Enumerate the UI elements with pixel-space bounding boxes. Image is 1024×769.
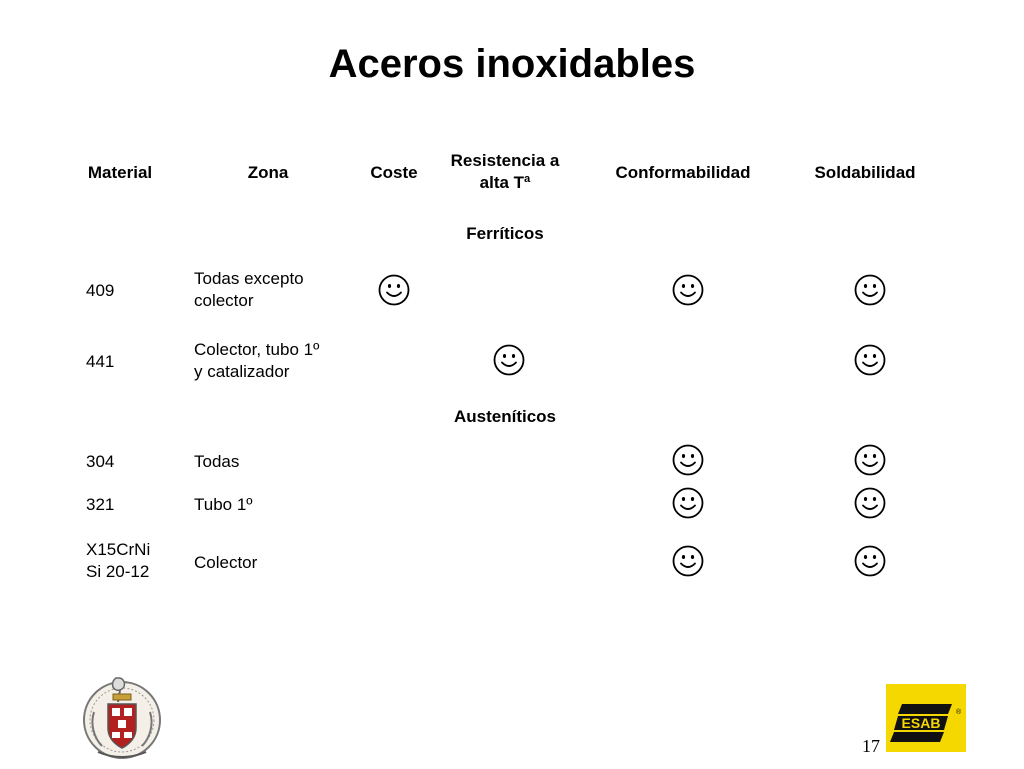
row-304-zona: Todas <box>194 452 240 471</box>
row-321-conformabilidad-smiley-icon <box>671 486 705 520</box>
header-resistencia <box>430 150 580 194</box>
row-321-material: 321 <box>86 495 115 514</box>
row-441-resistencia-smiley-icon <box>492 343 526 377</box>
row-409-material: 409 <box>86 281 115 300</box>
row-321-zona: Tubo 1º <box>194 495 253 514</box>
header-resistencia-line1: Resistencia a <box>450 151 560 170</box>
header-coste: Coste <box>370 163 418 182</box>
row-409-coste-smiley-icon <box>377 273 411 307</box>
row-304-material: 304 <box>86 452 115 471</box>
university-crest-logo <box>80 672 164 764</box>
section-austeniticos: Austeníticos <box>453 407 557 426</box>
header-zona: Zona <box>247 163 289 182</box>
row-304-soldabilidad-smiley-icon <box>853 443 887 477</box>
row-409-soldabilidad-smiley-icon <box>853 273 887 307</box>
page-number: 17 <box>862 736 880 756</box>
header-resistencia-line2: alta Tª <box>479 173 531 192</box>
row-409-zona-line2: colector <box>194 291 254 310</box>
row-x15crni-soldabilidad-smiley-icon <box>853 544 887 578</box>
row-321-soldabilidad-smiley-icon <box>853 486 887 520</box>
slide-title: Aceros inoxidables <box>328 42 696 86</box>
row-304-conformabilidad-smiley-icon <box>671 443 705 477</box>
row-441-material: 441 <box>86 352 115 371</box>
row-441-zona-line1: Colector, tubo 1º <box>194 340 320 359</box>
row-x15crni-zona: Colector <box>194 553 258 572</box>
row-409-zona-line1: Todas excepto <box>194 269 304 288</box>
svg-text:®: ® <box>956 709 962 716</box>
row-x15crni-material-line2: Si 20-12 <box>86 562 150 581</box>
row-x15crni-conformabilidad-smiley-icon <box>671 544 705 578</box>
row-409-zona <box>194 268 344 312</box>
row-x15crni-material <box>86 539 150 583</box>
row-441-zona-line2: y catalizador <box>194 362 290 381</box>
header-material: Material <box>87 163 153 182</box>
row-409-conformabilidad-smiley-icon <box>671 273 705 307</box>
esab-logo-text: ESAB <box>901 715 941 731</box>
row-441-zona <box>194 339 354 383</box>
header-conformabilidad: Conformabilidad <box>615 163 751 182</box>
section-ferriticos: Ferríticos <box>466 224 544 243</box>
esab-logo <box>886 684 966 752</box>
row-x15crni-material-line1: X15CrNi <box>86 540 151 559</box>
header-soldabilidad: Soldabilidad <box>814 163 916 182</box>
row-441-soldabilidad-smiley-icon <box>853 343 887 377</box>
